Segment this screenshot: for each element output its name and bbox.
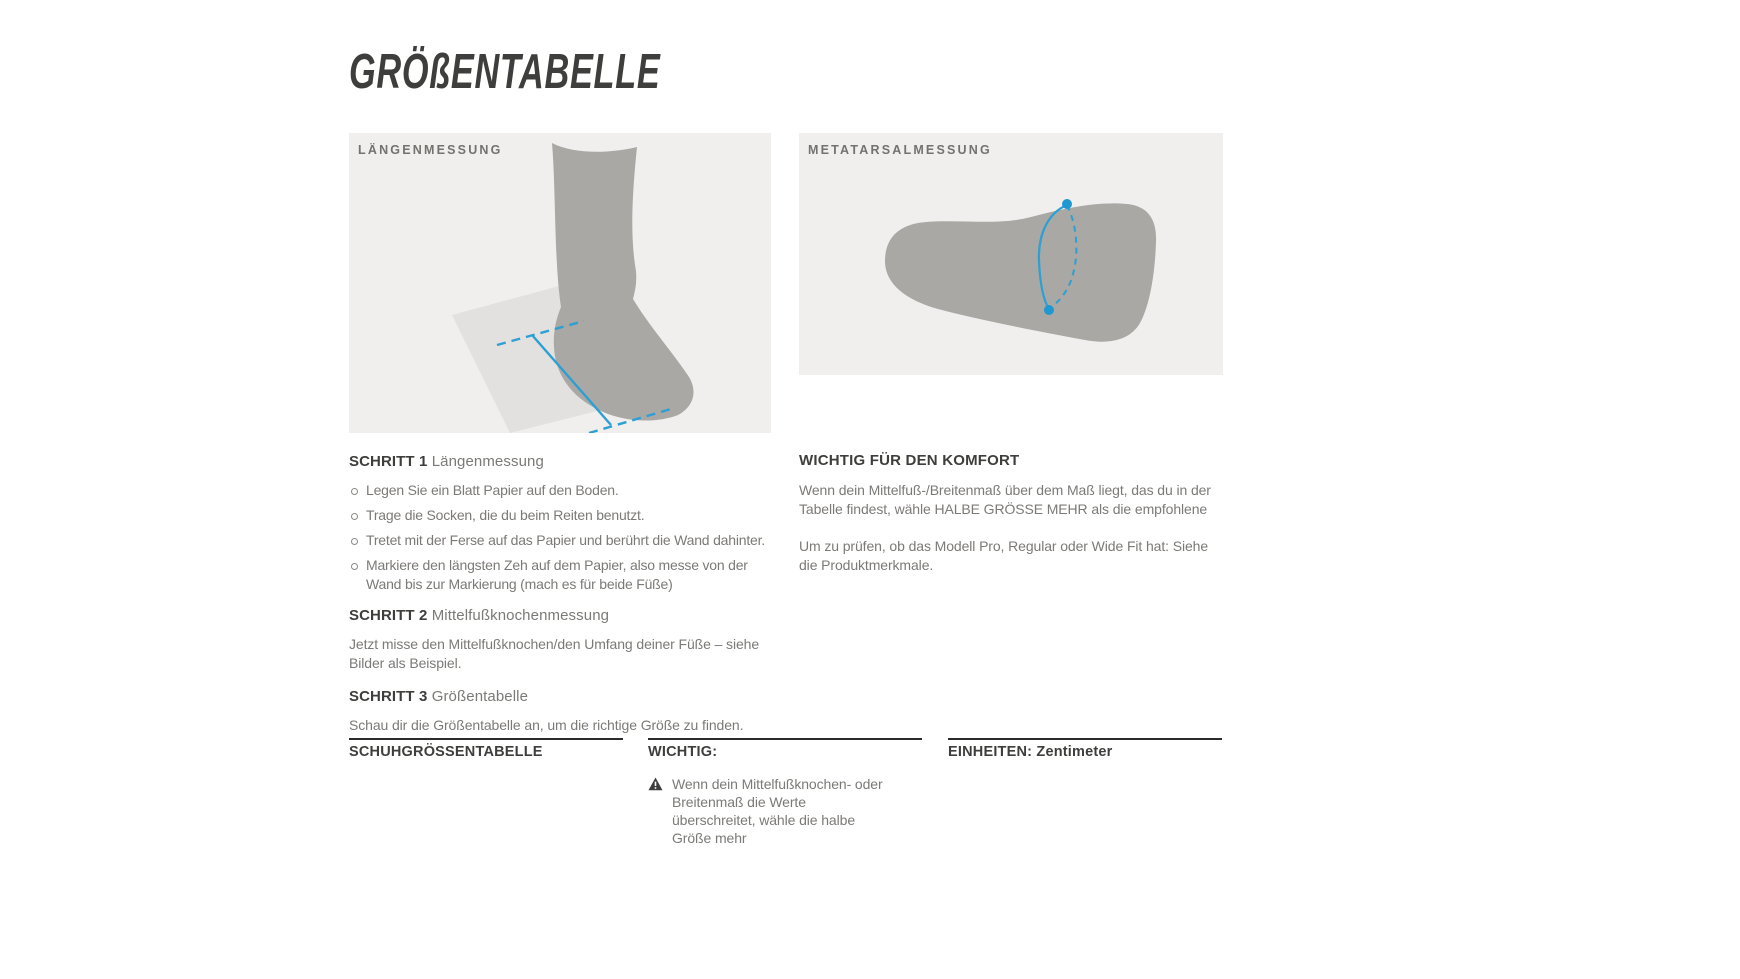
step3-label: SCHRITT 3 (349, 688, 432, 705)
list-item: Legen Sie ein Blatt Papier auf den Boden. (349, 481, 781, 500)
step3-text: Schau dir die Größentabelle an, um die richtige Größe zu finden. (349, 717, 744, 733)
leg-foot-shape (552, 143, 693, 421)
step1-label: SCHRITT 1 (349, 453, 432, 470)
warning-triangle-icon (648, 777, 663, 791)
important-note-section (648, 738, 922, 847)
important-note-text: Wenn dein Mittelfußknochen- oder Breitenmaß die Werte überschreitet, wähle die halbe Größe mehr (672, 776, 883, 846)
shoe-size-table-section (349, 738, 623, 760)
comfort-paragraph-1: Wenn dein Mittelfuß-/Breitenmaß über dem Maß liegt, das du in der Tabelle findest, wähle HALBE GRÖSSE MEHR als die empfohlene (799, 482, 1211, 517)
step1-bullet-list (349, 481, 781, 594)
length-measurement-panel (349, 133, 771, 433)
step1-heading (349, 452, 781, 471)
step3-heading (349, 687, 781, 706)
step2-label: SCHRITT 2 (349, 607, 432, 624)
metatarsal-panel-label: METATARSALMESSUNG (808, 143, 992, 157)
length-panel-label: LÄNGENMESSUNG (358, 143, 503, 157)
list-item: Markiere den längsten Zeh auf dem Papier, also messe von der Wand bis zur Markierung (mach es für beide Füße) (349, 556, 781, 594)
important-note-row (648, 775, 922, 847)
step1-title: Längenmessung (431, 453, 544, 470)
girth-dot-top (1062, 199, 1072, 209)
measurement-steps-section (349, 452, 781, 749)
foot-sole-shape (885, 203, 1156, 341)
units-section (948, 738, 1222, 760)
step2-title: Mittelfußknochenmessung (431, 607, 610, 624)
girth-dot-bottom (1044, 305, 1054, 315)
step3-title: Größentabelle (431, 688, 529, 705)
length-measurement-illustration (349, 133, 771, 433)
list-item: Trage die Socken, die du beim Reiten benutzt. (349, 506, 781, 525)
units-heading: EINHEITEN: Zentimeter (948, 744, 1113, 760)
list-item: Tretet mit der Ferse auf das Papier und berührt die Wand dahinter. (349, 531, 781, 550)
comfort-heading: WICHTIG FÜR DEN KOMFORT (799, 452, 1020, 469)
step2-text: Jetzt misse den Mittelfußknochen/den Umfang deiner Füße – siehe Bilder als Beispiel. (349, 636, 760, 671)
important-heading: WICHTIG: (648, 744, 718, 760)
page-title: GRÖßENTABELLE (349, 45, 661, 99)
step2-heading (349, 606, 781, 625)
shoe-size-table-heading: SCHUHGRÖSSENTABELLE (349, 744, 543, 760)
metatarsal-measurement-panel (799, 133, 1223, 375)
comfort-section (799, 452, 1227, 587)
comfort-paragraph-2: Um zu prüfen, ob das Modell Pro, Regular oder Wide Fit hat: Siehe die Produktmerkmale. (799, 538, 1209, 573)
metatarsal-illustration (799, 133, 1223, 375)
